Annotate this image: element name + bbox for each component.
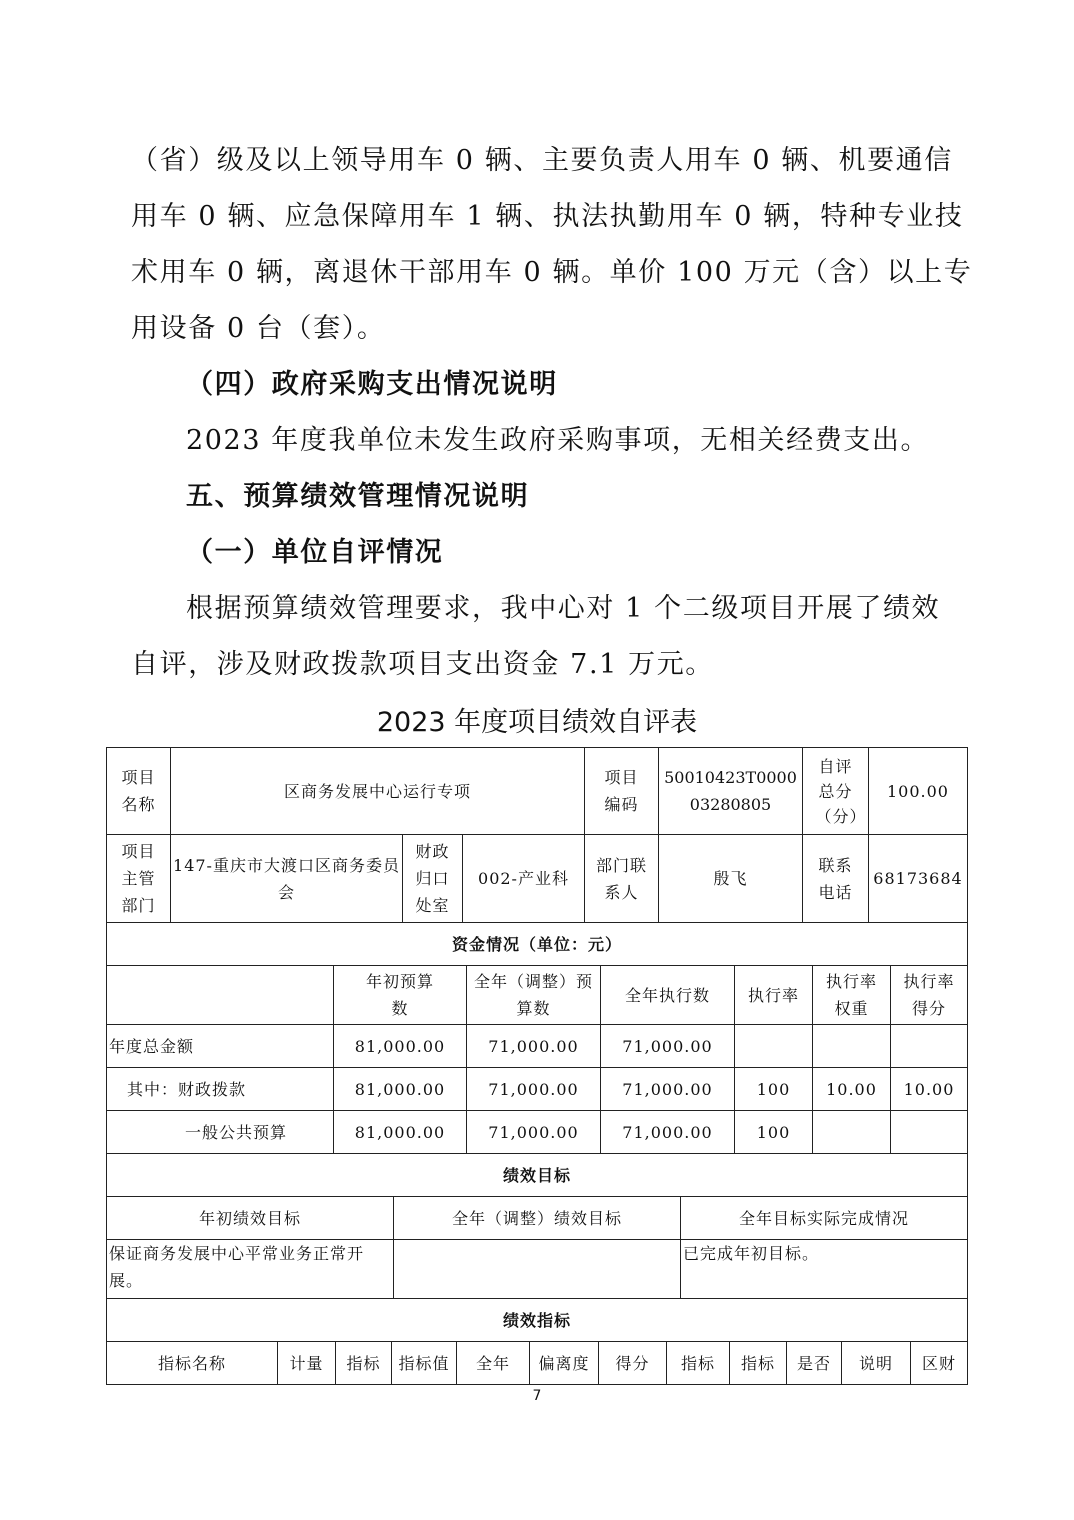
project-name: 区商务发展中心运行专项	[170, 747, 585, 835]
funds-header-rate: 执行率	[734, 965, 813, 1025]
funds-header-weight: 执行率权重	[812, 965, 891, 1025]
heading-section-5: 五、预算绩效管理情况说明	[186, 481, 530, 512]
funds-row-initial: 81,000.00	[333, 1024, 467, 1068]
phone-value: 68173684	[868, 834, 968, 923]
paragraph-line: 用设备 0 台（套）。	[131, 313, 386, 344]
funds-row-adjusted: 71,000.00	[466, 1067, 601, 1111]
funds-row-initial: 81,000.00	[333, 1067, 467, 1111]
paragraph-line: 术用车 0 辆，离退休干部用车 0 辆。单价 100 万元（含）以上专	[131, 257, 973, 288]
funds-header-initial: 年初预算数	[333, 965, 467, 1025]
project-code-label: 项目编码	[584, 747, 659, 835]
funds-row-rate: 100	[734, 1110, 813, 1154]
goals-header-initial: 年初绩效目标	[106, 1196, 394, 1240]
funds-row-adjusted: 71,000.00	[466, 1024, 601, 1068]
goals-section-title: 绩效目标	[106, 1153, 968, 1197]
table-title: 2023 年度项目绩效自评表	[376, 707, 698, 738]
contact-label: 部门联系人	[584, 834, 659, 923]
page-number: 7	[532, 1388, 542, 1404]
indicator-header: 指标	[335, 1341, 392, 1385]
score-value: 100.00	[868, 747, 968, 835]
funds-row-adjusted: 71,000.00	[466, 1110, 601, 1154]
goal-adjusted	[393, 1239, 681, 1299]
funds-row-label: 一般公共预算	[106, 1110, 334, 1154]
score-label: 自评总分（分）	[802, 747, 869, 835]
funds-header-blank	[106, 965, 334, 1025]
heading-self-eval: （一）单位自评情况	[186, 537, 444, 568]
funds-row-score	[890, 1110, 968, 1154]
goal-actual: 已完成年初目标。	[680, 1239, 968, 1299]
funds-section-title: 资金情况（单位：元）	[106, 922, 968, 966]
funds-row-executed: 71,000.00	[600, 1110, 735, 1154]
funds-row-label: 年度总金额	[106, 1024, 334, 1068]
indicator-header: 指标	[729, 1341, 787, 1385]
indicator-header: 说明	[841, 1341, 911, 1385]
funds-row-rate	[734, 1024, 813, 1068]
project-code: 50010423T000003280805	[658, 747, 803, 835]
finance-office-label: 财政归口处室	[402, 834, 463, 923]
goals-header-actual: 全年目标实际完成情况	[680, 1196, 968, 1240]
funds-row-label: 其中：财政拨款	[106, 1067, 334, 1111]
dept-value: 147-重庆市大渡口区商务委员会	[170, 834, 403, 923]
indicators-section-title: 绩效指标	[106, 1298, 968, 1342]
indicator-header: 计量	[277, 1341, 336, 1385]
phone-label: 联系电话	[802, 834, 869, 923]
funds-row-score	[890, 1024, 968, 1068]
funds-row-rate: 100	[734, 1067, 813, 1111]
procurement-text: 2023 年度我单位未发生政府采购事项，无相关经费支出。	[186, 425, 930, 456]
indicator-header: 得分	[598, 1341, 667, 1385]
indicator-header: 指标名称	[106, 1341, 278, 1385]
goal-initial: 保证商务发展中心平常业务正常开展。	[106, 1239, 394, 1299]
indicator-header: 指标	[666, 1341, 730, 1385]
dept-label: 项目主管部门	[106, 834, 171, 923]
indicator-header: 全年	[456, 1341, 530, 1385]
contact-value: 殷飞	[658, 834, 803, 923]
indicator-header: 指标值	[391, 1341, 457, 1385]
paragraph-line: （省）级及以上领导用车 0 辆、主要负责人用车 0 辆、机要通信	[131, 145, 953, 176]
self-eval-line: 自评，涉及财政拨款项目支出资金 7.1 万元。	[131, 649, 714, 680]
project-name-label: 项目名称	[106, 747, 171, 835]
paragraph-line: 用车 0 辆、应急保障用车 1 辆、执法执勤用车 0 辆，特种专业技	[131, 201, 964, 232]
funds-row-weight	[812, 1110, 891, 1154]
self-eval-line: 根据预算绩效管理要求，我中心对 1 个二级项目开展了绩效	[186, 593, 941, 624]
funds-row-initial: 81,000.00	[333, 1110, 467, 1154]
indicator-header: 偏离度	[529, 1341, 599, 1385]
funds-row-weight	[812, 1024, 891, 1068]
funds-row-score: 10.00	[890, 1067, 968, 1111]
indicator-header: 区财	[910, 1341, 968, 1385]
funds-header-score: 执行率得分	[890, 965, 968, 1025]
funds-row-executed: 71,000.00	[600, 1067, 735, 1111]
finance-office-value: 002-产业科	[462, 834, 585, 923]
funds-header-adjusted: 全年（调整）预算数	[466, 965, 601, 1025]
funds-row-weight: 10.00	[812, 1067, 891, 1111]
indicator-header: 是否	[786, 1341, 842, 1385]
goals-header-adjusted: 全年（调整）绩效目标	[393, 1196, 681, 1240]
funds-row-executed: 71,000.00	[600, 1024, 735, 1068]
funds-header-executed: 全年执行数	[600, 965, 735, 1025]
heading-procurement: （四）政府采购支出情况说明	[186, 369, 558, 400]
